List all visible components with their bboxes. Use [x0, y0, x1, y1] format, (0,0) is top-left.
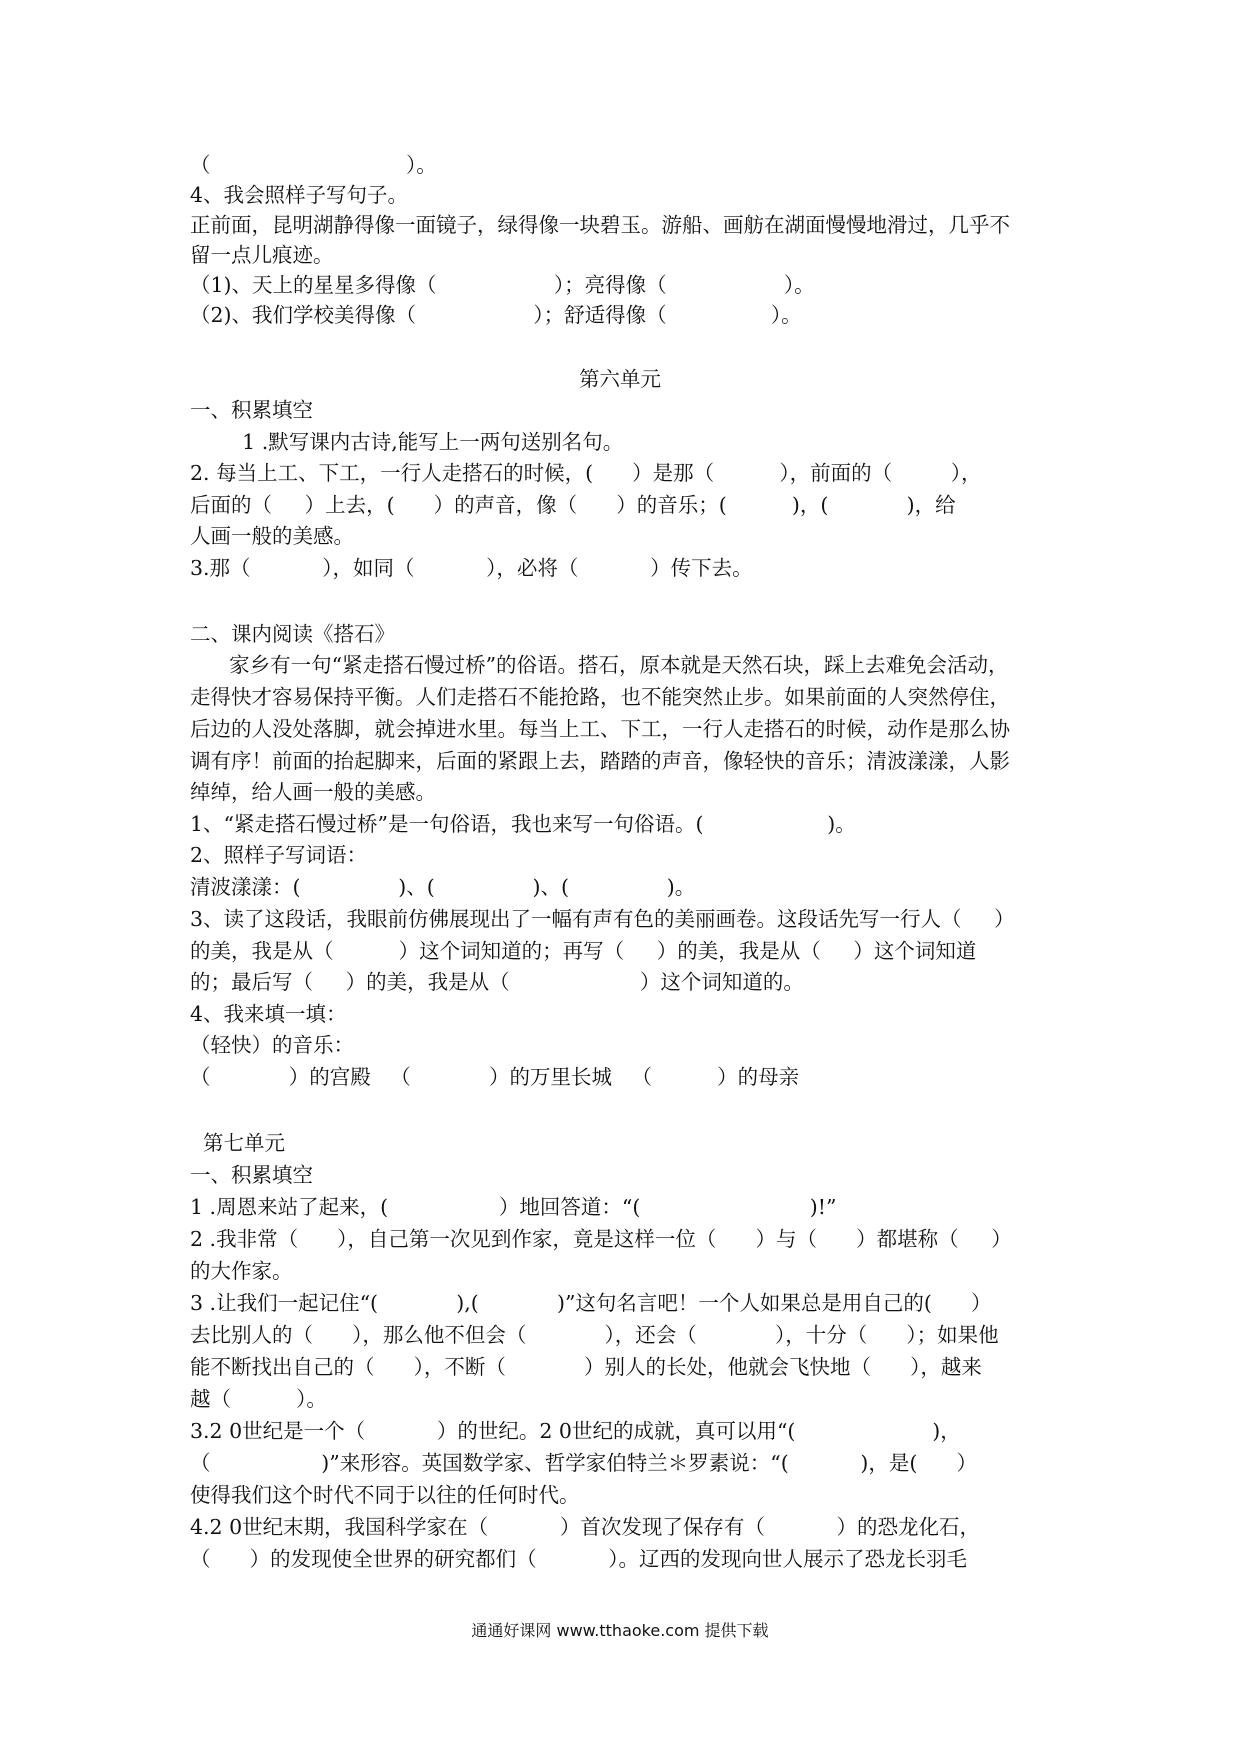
page-footer: 通通好课网 www.tthaoke.com 提供下载 — [471, 1621, 769, 1640]
text-line: 1、“紧走搭石慢过桥”是一句俗语，我也来写一句俗语。( )。 — [190, 812, 856, 836]
section-heading: 一、积累填空 — [190, 1163, 313, 1187]
text-line: 绰绰，给人画一般的美感。 — [190, 780, 436, 804]
text-line: 4.2 0世纪末期，我国科学家在（ ）首次发现了保存有（ ）的恐龙化石， — [190, 1515, 981, 1539]
text-line: 的大作家。 — [190, 1259, 293, 1283]
text-line: 人画一般的美感。 — [190, 524, 354, 548]
text-line: 调有序！前面的抬起脚来，后面的紧跟上去，踏踏的声音，像轻快的音乐；清波漾漾，人影 — [190, 749, 1010, 773]
text-line: （ ）的发现使全世界的研究都们（ ）。辽西的发现向世人展示了恐龙长羽毛 — [190, 1547, 968, 1571]
text-line: （1)、天上的星星多得像（ ）；亮得像（ ）。 — [190, 273, 815, 297]
text-line: 家乡有一句“紧走搭石慢过桥”的俗语。搭石，原本就是天然石块，踩上去难免会活动， — [190, 653, 1009, 677]
text-line: 3 .让我们一起记住“( ),( )”这句名言吧！一个人如果总是用自己的( ） — [190, 1291, 992, 1315]
text-line: 后边的人没处落脚，就会掉进水里。每当上工、下工，一行人走搭石的时候，动作是那么协 — [190, 717, 1010, 741]
text-line: 2. 每当上工、下工，一行人走搭石的时候，( ）是那（ ），前面的（ ）， — [190, 461, 982, 485]
text-line: 走得快才容易保持平衡。人们走搭石不能抢路，也不能突然止步。如果前面的人突然停住， — [190, 685, 1010, 709]
text-line: 的；最后写（ ）的美，我是从（ ）这个词知道的。 — [190, 970, 804, 994]
text-line: 清波漾漾：( )、( )、( )。 — [190, 875, 696, 899]
text-line: （ ）的宫殿 （ ）的万里长城 （ ）的母亲 — [190, 1065, 800, 1089]
section-heading: 一、积累填空 — [190, 398, 313, 422]
section-heading: 二、课内阅读《搭石》 — [190, 622, 395, 646]
unit-title: 第七单元 — [190, 1131, 286, 1155]
text-line: 1 .默写课内古诗,能写上一两句送别名句。 — [190, 430, 624, 454]
text-line: 越（ ）。 — [190, 1387, 327, 1411]
text-line: 3.那（ ），如同（ ），必将（ ）传下去。 — [190, 556, 753, 580]
text-line: （ )”来形容。英国数学家、哲学家伯特兰＊罗素说：“( )，是( ） — [190, 1451, 978, 1475]
text-line: （轻快）的音乐： — [190, 1033, 354, 1057]
text-line: 留一点儿痕迹。 — [190, 243, 334, 267]
text-line: 能不断找出自己的（ ），不断（ ）别人的长处，他就会飞快地（ ），越来 — [190, 1355, 982, 1379]
question-heading: 4、我会照样子写句子。 — [190, 183, 409, 207]
text-line: （ ）。 — [190, 153, 437, 177]
text-line: 正前面，昆明湖静得像一面镜子，绿得像一块碧玉。游船、画舫在湖面慢慢地滑过，几乎不 — [190, 213, 1010, 237]
text-line: 的美，我是从（ ）这个词知道的；再写（ ）的美，我是从（ ）这个词知道 — [190, 939, 977, 963]
unit-title: 第六单元 — [579, 367, 661, 391]
text-line: 4、我来填一填： — [190, 1002, 347, 1026]
text-line: 3、读了这段话，我眼前仿佛展现出了一幅有声有色的美丽画卷。这段话先写一行人（ ） — [190, 907, 1015, 931]
text-line: 2 .我非常（ ），自己第一次见到作家，竟是这样一位（ ）与（ ）都堪称（ ） — [190, 1227, 1012, 1251]
text-line: 1 .周恩来站了起来，( ）地回答道：“( )!” — [190, 1195, 837, 1219]
text-line: 去比别人的（ ），那么他不但会（ ），还会（ ），十分（ ）；如果他 — [190, 1323, 999, 1347]
text-line: 3.2 0世纪是一个（ ）的世纪。2 0世纪的成就，真可以用“( )， — [190, 1419, 961, 1443]
text-line: 使得我们这个时代不同于以往的任何时代。 — [190, 1483, 580, 1507]
text-line: 2、照样子写词语： — [190, 843, 368, 867]
text-line: （2)、我们学校美得像（ ）；舒适得像（ ）。 — [190, 303, 802, 327]
text-line: 后面的（ ）上去，( ）的声音，像（ ）的音乐；( )，( )，给 — [190, 493, 956, 517]
